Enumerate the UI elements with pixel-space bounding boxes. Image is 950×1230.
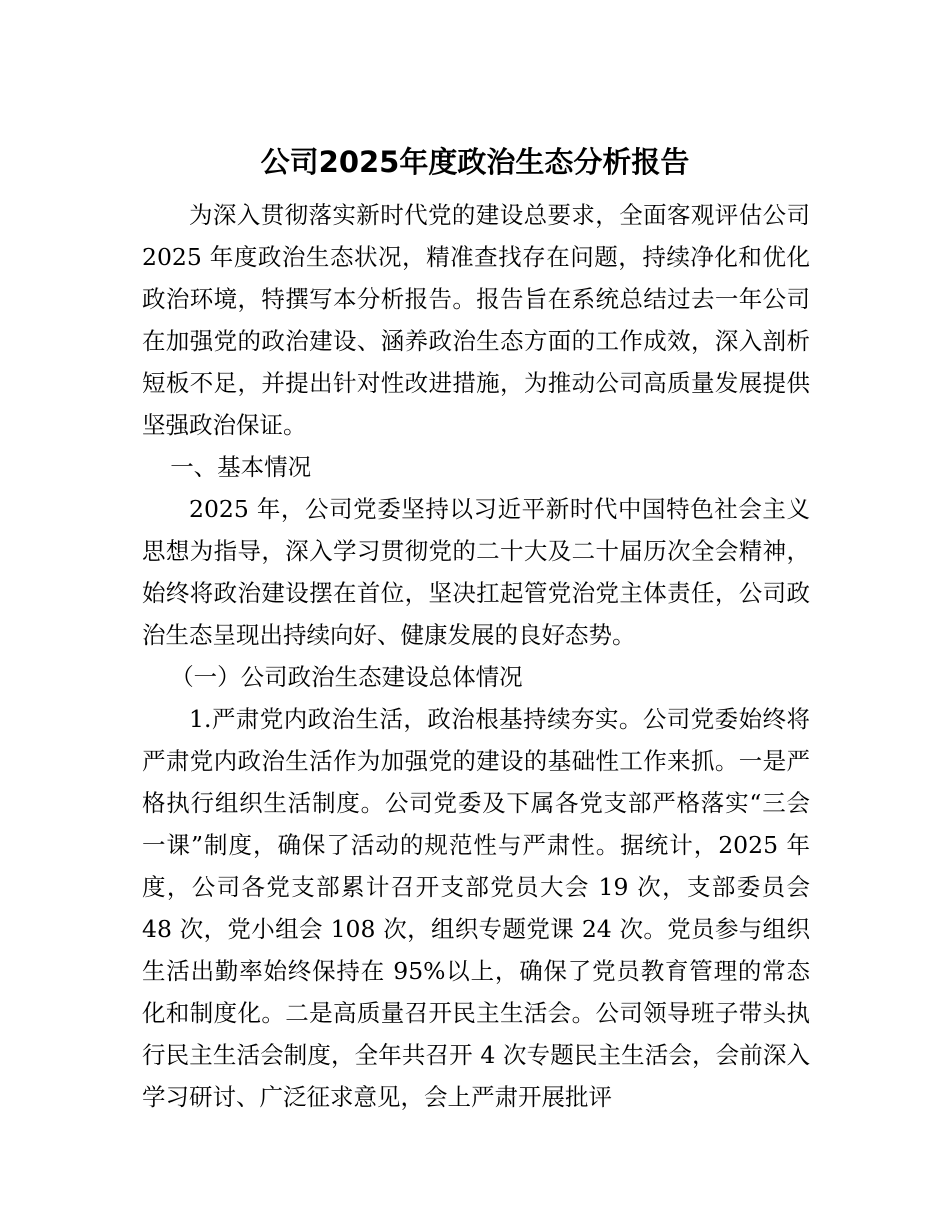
intro-paragraph: 为深入贯彻落实新时代党的建设总要求，全面客观评估公司 2025 年度政治生态状况，精准查找存在问题，持续净化和优化政治环境，特撰写本分析报告。报告旨在系统总结过去一年公司在加强党的政治建设、涵养政治生态方面的工作成效，深入剖析短板不足，并提出针对性改进措施，为推动公司高质量发展提供坚强政治保证。 [142, 201, 810, 439]
subsection-heading-overall: （一）公司政治生态建设总体情况 [170, 663, 523, 691]
section-heading-basic-situation: 一、基本情况 [170, 453, 312, 481]
document-body [142, 194, 810, 1118]
detail-paragraph: 1.严肃党内政治生活，政治根基持续夯实。公司党委始终将严肃党内政治生活作为加强党的建设的基础性工作来抓。一是严格执行组织生活制度。公司党委及下属各党支部严格落实“三会一课”制度，确保了活动的规范性与严肃性。据统计，2025 年度，公司各党支部累计召开支部党员大会 19 次，支部委员会 48 次，党小组会 108 次，组织专题党课 24 次。党员参与组织生活出勤率始终保持在 95%以上，确保了党员教育管理的常态化和制度化。二是高质量召开民主生活会。公司领导班子带头执行民主生活会制度，全年共召开 4 次专题民主生活会，会前深入学习研讨、广泛征求意见，会上严肃开展批评 [142, 705, 810, 1111]
overview-paragraph: 2025 年，公司党委坚持以习近平新时代中国特色社会主义思想为指导，深入学习贯彻党的二十大及二十届历次全会精神，始终将政治建设摆在首位，坚决扛起管党治党主体责任，公司政治生态呈现出持续向好、健康发展的良好态势。 [142, 495, 810, 649]
document-title: 公司2025年度政治生态分析报告 [260, 145, 690, 179]
